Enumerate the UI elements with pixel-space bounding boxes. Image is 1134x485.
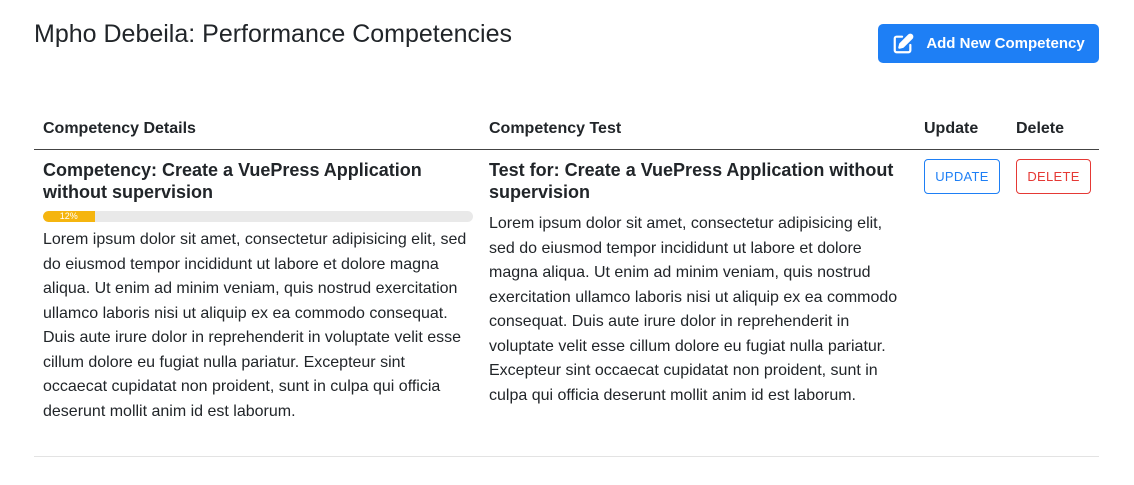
column-header-details: Competency Details xyxy=(43,120,196,137)
competency-test-cell xyxy=(489,159,909,408)
competency-title: Competency: Create a VuePress Application without supervision xyxy=(43,160,422,202)
competencies-table xyxy=(34,108,1099,457)
column-header-delete: Delete xyxy=(1016,120,1065,137)
table-row xyxy=(34,150,1099,457)
add-new-competency-label: Add New Competency xyxy=(926,35,1085,52)
column-header-test: Competency Test xyxy=(489,120,622,137)
test-title: Test for: Create a VuePress Application without supervision xyxy=(489,160,894,202)
competency-progress xyxy=(43,211,473,222)
competency-details-cell xyxy=(43,159,473,424)
competency-description: Lorem ipsum dolor sit amet, consectetur adipisicing elit, sed do eiusmod tempor incididunt ut labore et dolore magna aliqua. Ut enim ad minim veniam, quis nostrud exercitation ullamco laboris nisi ut aliquip ex ea commodo consequat. Duis aute irure dolor in reprehenderit in voluptate velit esse cillum dolore eu fugiat nulla pariatur. Excepteur sint occaecat cupidatat non proident, sunt in culpa qui officia deserunt mollit anim id est laborum. xyxy=(43,231,467,420)
table-header xyxy=(34,108,1099,150)
add-new-competency-button[interactable] xyxy=(878,24,1099,63)
delete-button[interactable]: DELETE xyxy=(1016,159,1091,194)
page-title: Mpho Debeila: Performance Competencies xyxy=(34,20,513,48)
competency-progress-bar: 12% xyxy=(43,211,95,222)
column-header-update: Update xyxy=(924,120,979,137)
update-button[interactable]: UPDATE xyxy=(924,159,1000,194)
test-description: Lorem ipsum dolor sit amet, consectetur adipisicing elit, sed do eiusmod tempor incididunt ut labore et dolore magna aliqua. Ut enim ad minim veniam, quis nostrud exercitation ullamco laboris nisi ut aliquip ex ea commodo consequat. Duis aute irure dolor in reprehenderit in voluptate velit esse cillum dolore eu fugiat nulla pariatur. Excepteur sint occaecat cupidatat non proident, sunt in culpa qui officia deserunt mollit anim id est laborum. xyxy=(489,215,898,404)
edit-icon xyxy=(892,33,914,55)
